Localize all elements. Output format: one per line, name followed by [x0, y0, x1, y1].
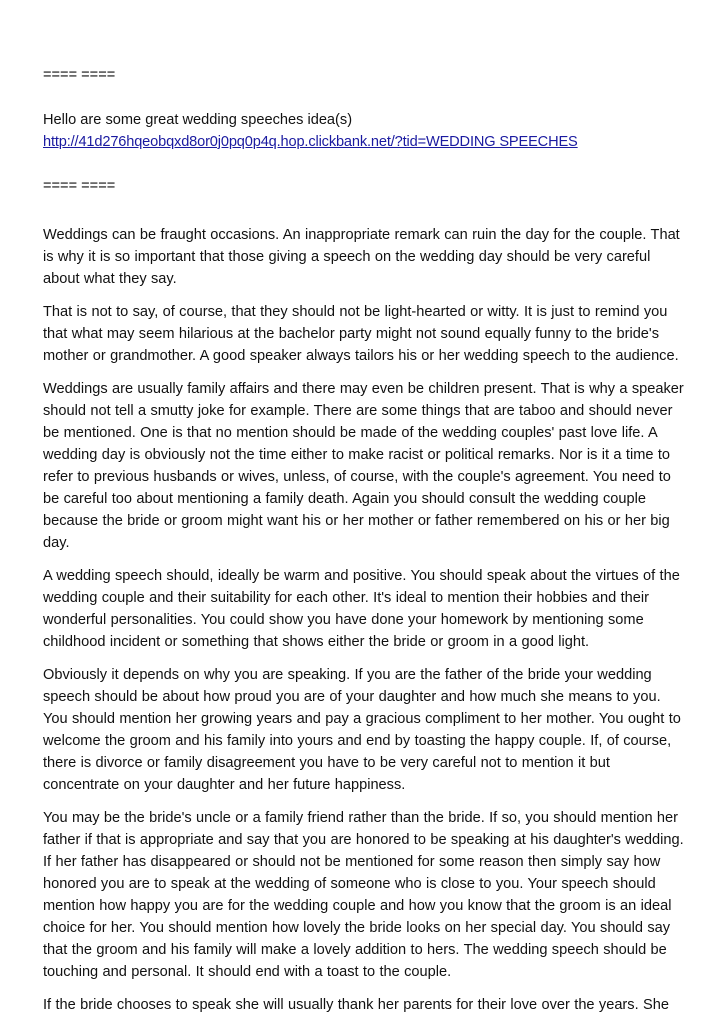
paragraph-4: A wedding speech should, ideally be warm and positive. You should speak about the virtues of the wedding couple and their suitability for each other. It's ideal to mention their hobbies and their wonderful personalities. You could show you have done your homework by mentioning some childhood incident or something that shows either the bride or groom in a good light.	[43, 568, 680, 650]
paragraph-1: Weddings can be fraught occasions. An inappropriate remark can ruin the day for the couple. That is why it is so important that those giving a speech on the wedding day should be very careful about what they say.	[43, 227, 680, 287]
paragraph-3: Weddings are usually family affairs and there may even be children present. That is why a speaker should not tell a smutty joke for example. There are some things that are taboo and should never be mentioned. One is that no mention should be made of the wedding couples' past love life. A wedding day is obviously not the time either to make racist or political remarks. Nor is it a time to refer to previous husbands or wives, unless, of course, with the couple's agreement. You need to be careful too about mentioning a family death. Again you should consult the wedding couple because the bride or groom might want his or her mother or father remembered on his or her big day.	[43, 381, 684, 551]
paragraph-5: Obviously it depends on why you are speaking. If you are the father of the bride your wedding speech should be about how proud you are of your daughter and how much she means to you. You should mention her growing years and pay a gracious compliment to her mother. You ought to welcome the groom and his family into yours and end by toasting the happy couple. If, of course, there is divorce or family disagreement you have to be very careful not to mention it but concentrate on your daughter and her future happiness.	[43, 667, 681, 793]
paragraph-6: You may be the bride's uncle or a family friend rather than the bride. If so, you should mention her father if that is appropriate and say that you are honored to be speaking at his daughter's wedding. If her father has disappeared or should not be mentioned for some reason then simply say how honored you are to speak at the wedding of someone who is close to you. Your speech should mention how happy you are for the wedding couple and how you know that the groom is an ideal choice for her. You should mention how lovely the bride looks on her special day. You should say that the groom and his family will make a lovely addition to hers. The wedding speech should be touching and personal. It should end with a toast to the couple.	[43, 810, 684, 980]
separator-top: ==== ====	[43, 67, 116, 83]
intro-text: Hello are some great wedding speeches idea(s)	[43, 112, 353, 128]
paragraph-2: That is not to say, of course, that they should not be light-hearted or witty. It is just to remind you that what may seem hilarious at the bachelor party might not sound equally funny to the bride's mother or grandmother. A good speaker always tailors his or her wedding speech to the audience.	[43, 304, 679, 364]
clickbank-link[interactable]: http://41d276hqeobqxd8or0j0pq0p4q.hop.clickbank.net/?tid=WEDDING SPEECHES	[43, 134, 578, 150]
separator-bottom: ==== ====	[43, 178, 116, 194]
article-body	[43, 224, 688, 1027]
paragraph-7: If the bride chooses to speak she will usually thank her parents for their love over the years. She	[43, 997, 669, 1013]
